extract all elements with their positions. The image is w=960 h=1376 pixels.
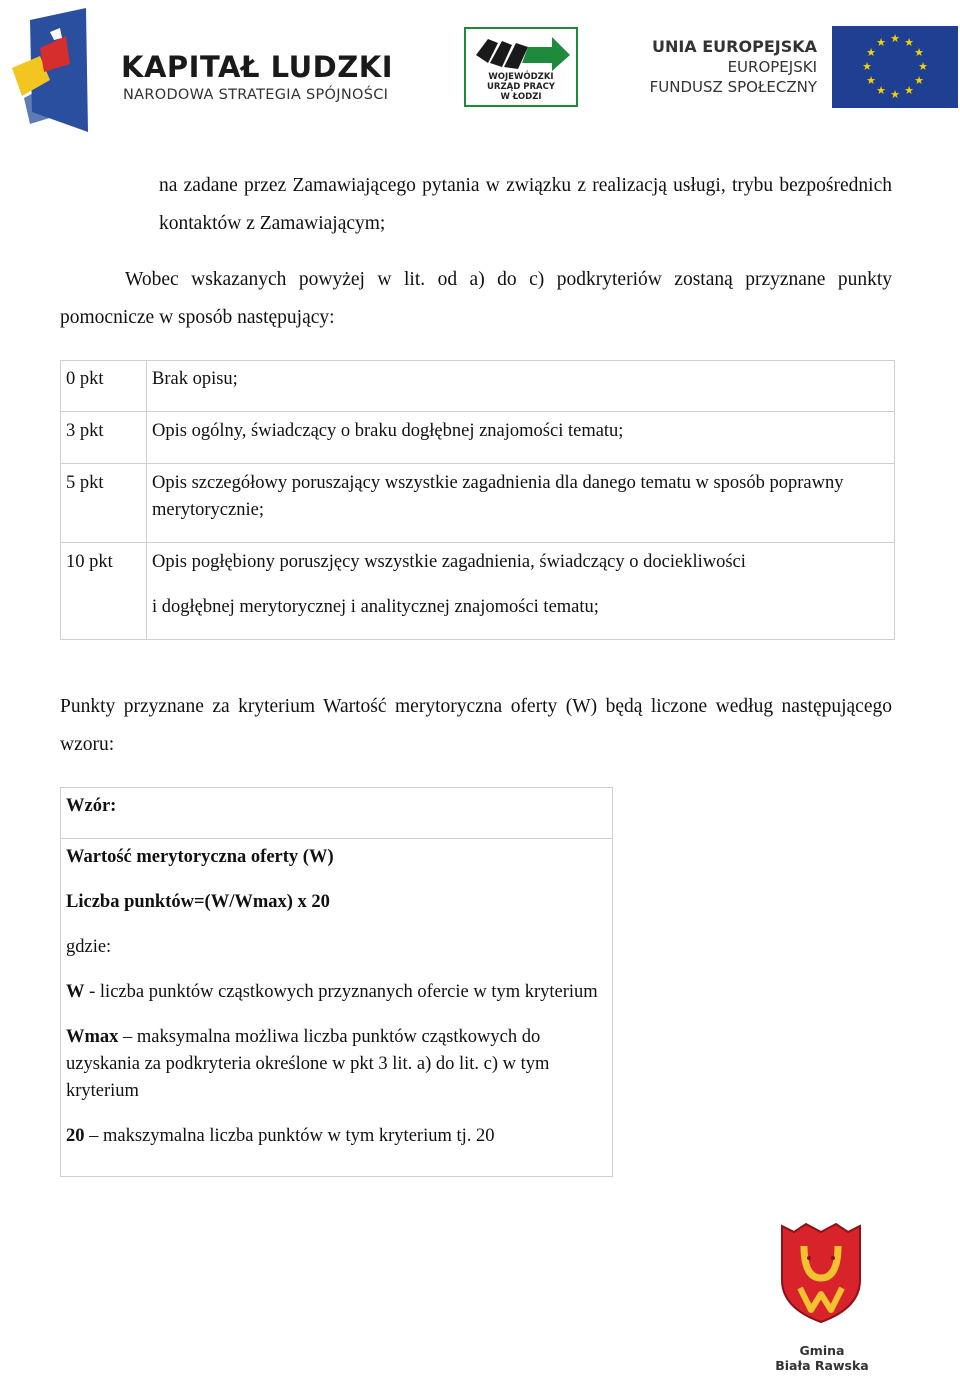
svg-text:★: ★ [876, 36, 886, 49]
points-cell: 3 pkt [61, 412, 147, 464]
svg-text:★: ★ [918, 60, 928, 73]
kapital-ludzki-subtitle: NARODOWA STRATEGIA SPÓJNOŚCI [123, 87, 389, 103]
points-cell: 10 pkt [61, 543, 147, 640]
formula-where: gdzie: [66, 937, 112, 957]
formula-box [60, 787, 613, 1177]
wup-line1: WOJEWÓDZKI [488, 72, 554, 82]
svg-text:★: ★ [904, 36, 914, 49]
w-term: W [66, 982, 85, 1002]
formula-title: Wartość merytoryczna oferty (W) [66, 847, 334, 867]
description-cell: Opis szczegółowy poruszający wszystkie zagadnienia dla danego tematu w sposób poprawny merytorycznie; [147, 464, 895, 543]
description-cell [147, 543, 895, 640]
gmina-crest-icon [780, 1222, 862, 1324]
svg-text:★: ★ [862, 60, 872, 73]
description-cell: Opis ogólny, świadczący o braku dogłębnej znajomości tematu; [147, 412, 895, 464]
gmina-name [762, 1343, 882, 1373]
paragraph-formula-intro: Punkty przyznane za kryterium Wartość merytoryczna oferty (W) będą liczone według następującego wzoru: [60, 696, 892, 755]
w-def: - liczba punktów cząstkowych przyznanych ofercie w tym kryterium [84, 982, 598, 1002]
kapital-ludzki-title: KAPITAŁ LUDZKI [121, 50, 394, 84]
wmax-term: Wmax [66, 1027, 119, 1047]
formula-equation: Liczba punktów=(W/Wmax) x 20 [66, 892, 330, 912]
svg-text:★: ★ [876, 84, 886, 97]
points-cell: 5 pkt [61, 464, 147, 543]
formula-wmax-definition [66, 1024, 607, 1105]
formula-body [61, 839, 612, 1150]
gmina-line1: Gmina [799, 1343, 845, 1358]
table-row [61, 412, 895, 464]
points-table [60, 360, 895, 640]
formula-twenty-definition [66, 1123, 607, 1150]
svg-text:★: ★ [914, 74, 924, 87]
table-row [61, 464, 895, 543]
svg-text:★: ★ [914, 46, 924, 59]
description-line1: Opis pogłębiony poruszjęcy wszystkie zagadnienia, świadczący o dociekliwości [152, 552, 746, 572]
description-line2: i dogłębnej merytorycznej i analitycznej znajomości tematu; [152, 597, 599, 617]
eu-flag-icon [832, 26, 958, 108]
svg-text:★: ★ [866, 46, 876, 59]
table-row [61, 361, 895, 412]
eu-text-block [650, 37, 817, 97]
formula-header: Wzór: [61, 788, 612, 839]
twenty-def: – makszymalna liczba punktów w tym kryterium tj. 20 [84, 1126, 495, 1146]
svg-text:★: ★ [904, 84, 914, 97]
formula-w-definition [66, 979, 607, 1006]
wup-line2: URZĄD PRACY [487, 82, 555, 92]
svg-text:★: ★ [890, 32, 900, 45]
paragraph-contact: na zadane przez Zamawiającego pytania w związku z realizacją usługi, trybu bezpośrednich kontaktów z Zamawiającym; [159, 175, 892, 234]
paragraph-points-intro: Wobec wskazanych powyżej w lit. od a) do c) podkryteriów zostaną przyznane punkty pomocnicze w sposób następujący: [60, 269, 892, 328]
wup-arrow-icon [472, 33, 572, 73]
description-cell: Brak opisu; [147, 361, 895, 412]
eu-line1: UNIA EUROPEJSKA [651, 37, 817, 56]
svg-text:★: ★ [890, 88, 900, 101]
eu-line2: EUROPEJSKI [727, 58, 817, 76]
gmina-line2: Biała Rawska [775, 1358, 869, 1373]
table-row [61, 543, 895, 640]
wup-line3: W ŁODZI [500, 92, 542, 102]
eu-line3: FUNDUSZ SPOŁECZNY [649, 78, 817, 96]
twenty-term: 20 [66, 1126, 85, 1146]
points-cell: 0 pkt [61, 361, 147, 412]
wup-lodz-logo [464, 27, 578, 107]
wmax-def: – maksymalna możliwa liczba punktów cząstkowych do uzyskania za podkryteria określone w pkt 3 lit. a) do lit. c) w tym kryterium [66, 1027, 550, 1101]
svg-text:★: ★ [866, 74, 876, 87]
kapital-ludzki-logo-icon [10, 6, 90, 134]
